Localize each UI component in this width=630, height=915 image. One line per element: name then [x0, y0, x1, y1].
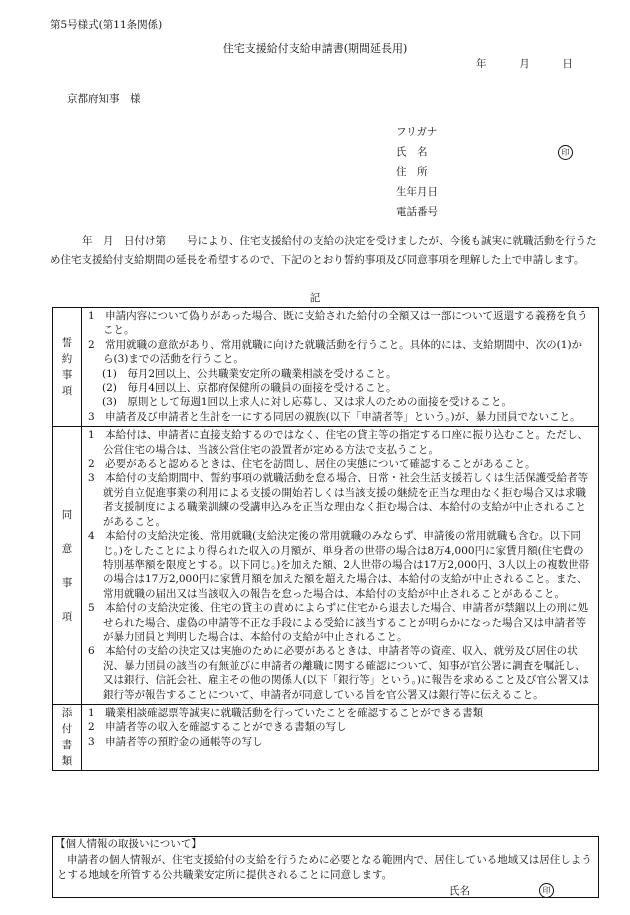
- pledge-item: 1 申請内容について偽りがあった場合、既に支給された給付の全額又は一部について返還する義務を負うこと。: [88, 310, 588, 337]
- heading-char: 書: [61, 739, 73, 752]
- consent-body: [82, 427, 598, 704]
- attachment-item: 2 申請者等の収入を確認することができる書類の写し: [88, 721, 347, 734]
- heading-char: 類: [61, 755, 73, 768]
- consent-item: 4 本給付の支給決定後、常用就職(支給決定後の常用就職のみならず、申請後の常用就職も含む。以下同じ。)をしたことにより得られた収入の月額が、単身者の世帯の場合は8万4,000円に家賃月額(住宅費の特別基準額を限度とする。以下同じ。)を加えた額、2人世帯の場合は17万2,000円、3人以上の複数世帯の場合は17万2,000円に家賃月額を加えた額を超えた場合は、本給付の支給が中止されること。また、常用就職の届出又は当該収入の報告を怠った場合は、本給付の支給が中止されることがあること。: [88, 530, 590, 600]
- furigana-label: フリガナ: [396, 126, 438, 138]
- privacy-title: 【個人情報の取扱いについて】: [55, 838, 202, 850]
- form-number: 第5号様式(第11条関係): [50, 19, 163, 31]
- phone-row: [396, 202, 586, 222]
- pledge-item: 3 申請者及び申請者と生計を一にする同居の親族(以下「申請者等」という。)が、暴力団員でないこと。: [88, 410, 581, 423]
- attachments-section: [53, 705, 598, 770]
- privacy-box: [52, 836, 599, 898]
- consent-item: 3 本給付の支給期間中、誓約事項の就職活動を怠る場合、日常・社会生活支援若しくは生活保護受給者等就労自立促進事業の利用による支援の開始若しくは当該支援の継続を正当な理由なく拒む場合又は求職者支援制度による職業訓練の受講申込みを正当な理由なく拒む場合は、本給付の支給が中止されることがあること。: [88, 472, 589, 528]
- applicant-info: [396, 122, 586, 222]
- consent-item: 6 本給付の支給の決定又は実施のために必要があるときは、申請者等の資産、収入、就労及び居住の状況、暴力団員の該当の有無並びに申請者の離職に関する確認について、知事が官公署に調査を嘱託し、又は銀行、信託会社、雇主その他の関係人(以下「銀行等」という。)に報告を求めること及び官公署又は銀行等が報告することについて、申請者が同意している旨を官公署又は銀行等に伝えること。: [88, 645, 589, 701]
- heading-char: 項: [61, 610, 73, 623]
- consent-item: 1 本給付は、申請者に直接支給するのではなく、住宅の貸主等の指定する口座に振り込むこと。ただし、公営住宅の場合は、当該公営住宅の設置者が定める方法で支払うこと。: [88, 429, 588, 456]
- heading-char: 項: [61, 385, 73, 398]
- address-label: 住 所: [396, 166, 428, 178]
- heading-char: 同: [61, 508, 73, 521]
- pledge-item: 2 常用就職の意欲があり、常用就職に向けた就職活動を行うこと。具体的には、支給期間中、次の(1)から(3)までの活動を行うこと。: [88, 338, 583, 366]
- heading-char: 添: [61, 707, 73, 720]
- heading-char: 約: [61, 353, 73, 366]
- privacy-name-label: 氏名: [449, 885, 470, 897]
- pledge-body: [82, 308, 598, 426]
- name-row: [396, 142, 586, 162]
- privacy-text: 申請者の個人情報が、住宅支援給付の支給を行うために必要となる範囲内で、居住している地域又は居住しようとする地域を所管する公共職業安定所に提供されることに同意します。: [57, 854, 592, 881]
- attachment-item: 3 申請者等の預貯金の通帳等の写し: [88, 735, 263, 748]
- address-row: [396, 162, 586, 182]
- date-year-label: 年: [476, 58, 487, 70]
- birthdate-label: 生年月日: [396, 186, 438, 198]
- date-day-label: 日: [562, 58, 573, 70]
- pledge-subitem: (2) 毎月4回以上、京都府保健所の職員の面接を受けること。: [102, 382, 397, 395]
- intro-paragraph: 年 月 日付け第 号により、住宅支援給付の支給の決定を受けましたが、今後も誠実に就職活動を行うため住宅支援給付支給期間の延長を希望するので、下記のとおり誓約事項及び同意事項を理解した上で申請します。: [50, 235, 597, 266]
- addressee: 京都府知事 様: [67, 93, 141, 105]
- document-title: 住宅支援給付支給申請書(期間延長用): [222, 42, 408, 55]
- privacy-sign-line: [449, 884, 470, 899]
- pledge-heading: [53, 308, 82, 426]
- phone-label: 電話番号: [396, 206, 438, 218]
- attachment-item: 1 職業相談確認票等誠実に就職活動を行っていたことを確認することができる書類: [88, 706, 484, 719]
- attachments-heading: [53, 705, 82, 770]
- pledge-section: [53, 308, 598, 427]
- seal-icon: 印: [558, 145, 573, 160]
- birthdate-row: [396, 182, 586, 202]
- name-label: 氏 名: [396, 146, 428, 158]
- heading-char: 誓: [61, 337, 73, 350]
- consent-section: [53, 427, 598, 705]
- consent-heading: [53, 427, 82, 704]
- pledge-subitem: (1) 毎月2回以上、公共職業安定所の職業相談を受けること。: [102, 367, 397, 380]
- heading-char: 事: [61, 576, 73, 589]
- heading-char: 付: [61, 723, 73, 736]
- pledge-subitem: (3) 原則として毎週1回以上求人に対し応募し、又は求人のための面接を受けること。: [102, 396, 513, 409]
- attachments-body: [82, 705, 598, 770]
- heading-char: 事: [61, 369, 73, 382]
- heading-char: 意: [61, 542, 73, 555]
- terms-table: [52, 307, 599, 771]
- ki-heading: 記: [309, 292, 321, 304]
- consent-item: 2 必要があると認めるときは、住宅を訪問し、居住の実態について確認することがあること。: [88, 458, 536, 471]
- seal-icon: 印: [539, 883, 554, 898]
- date-line: [476, 57, 573, 72]
- consent-item: 5 本給付の支給決定後、住宅の貸主の責めによらずに住宅から退去した場合、申請者が禁錮以上の刑に処せられた場合、虚偽の申請等不正な手段による受給に該当することが明らかになった場合又は申請者等が暴力団員と判明した場合は、本給付の支給が中止されること。: [88, 602, 589, 643]
- furigana-row: [396, 122, 586, 142]
- date-month-label: 月: [519, 58, 530, 70]
